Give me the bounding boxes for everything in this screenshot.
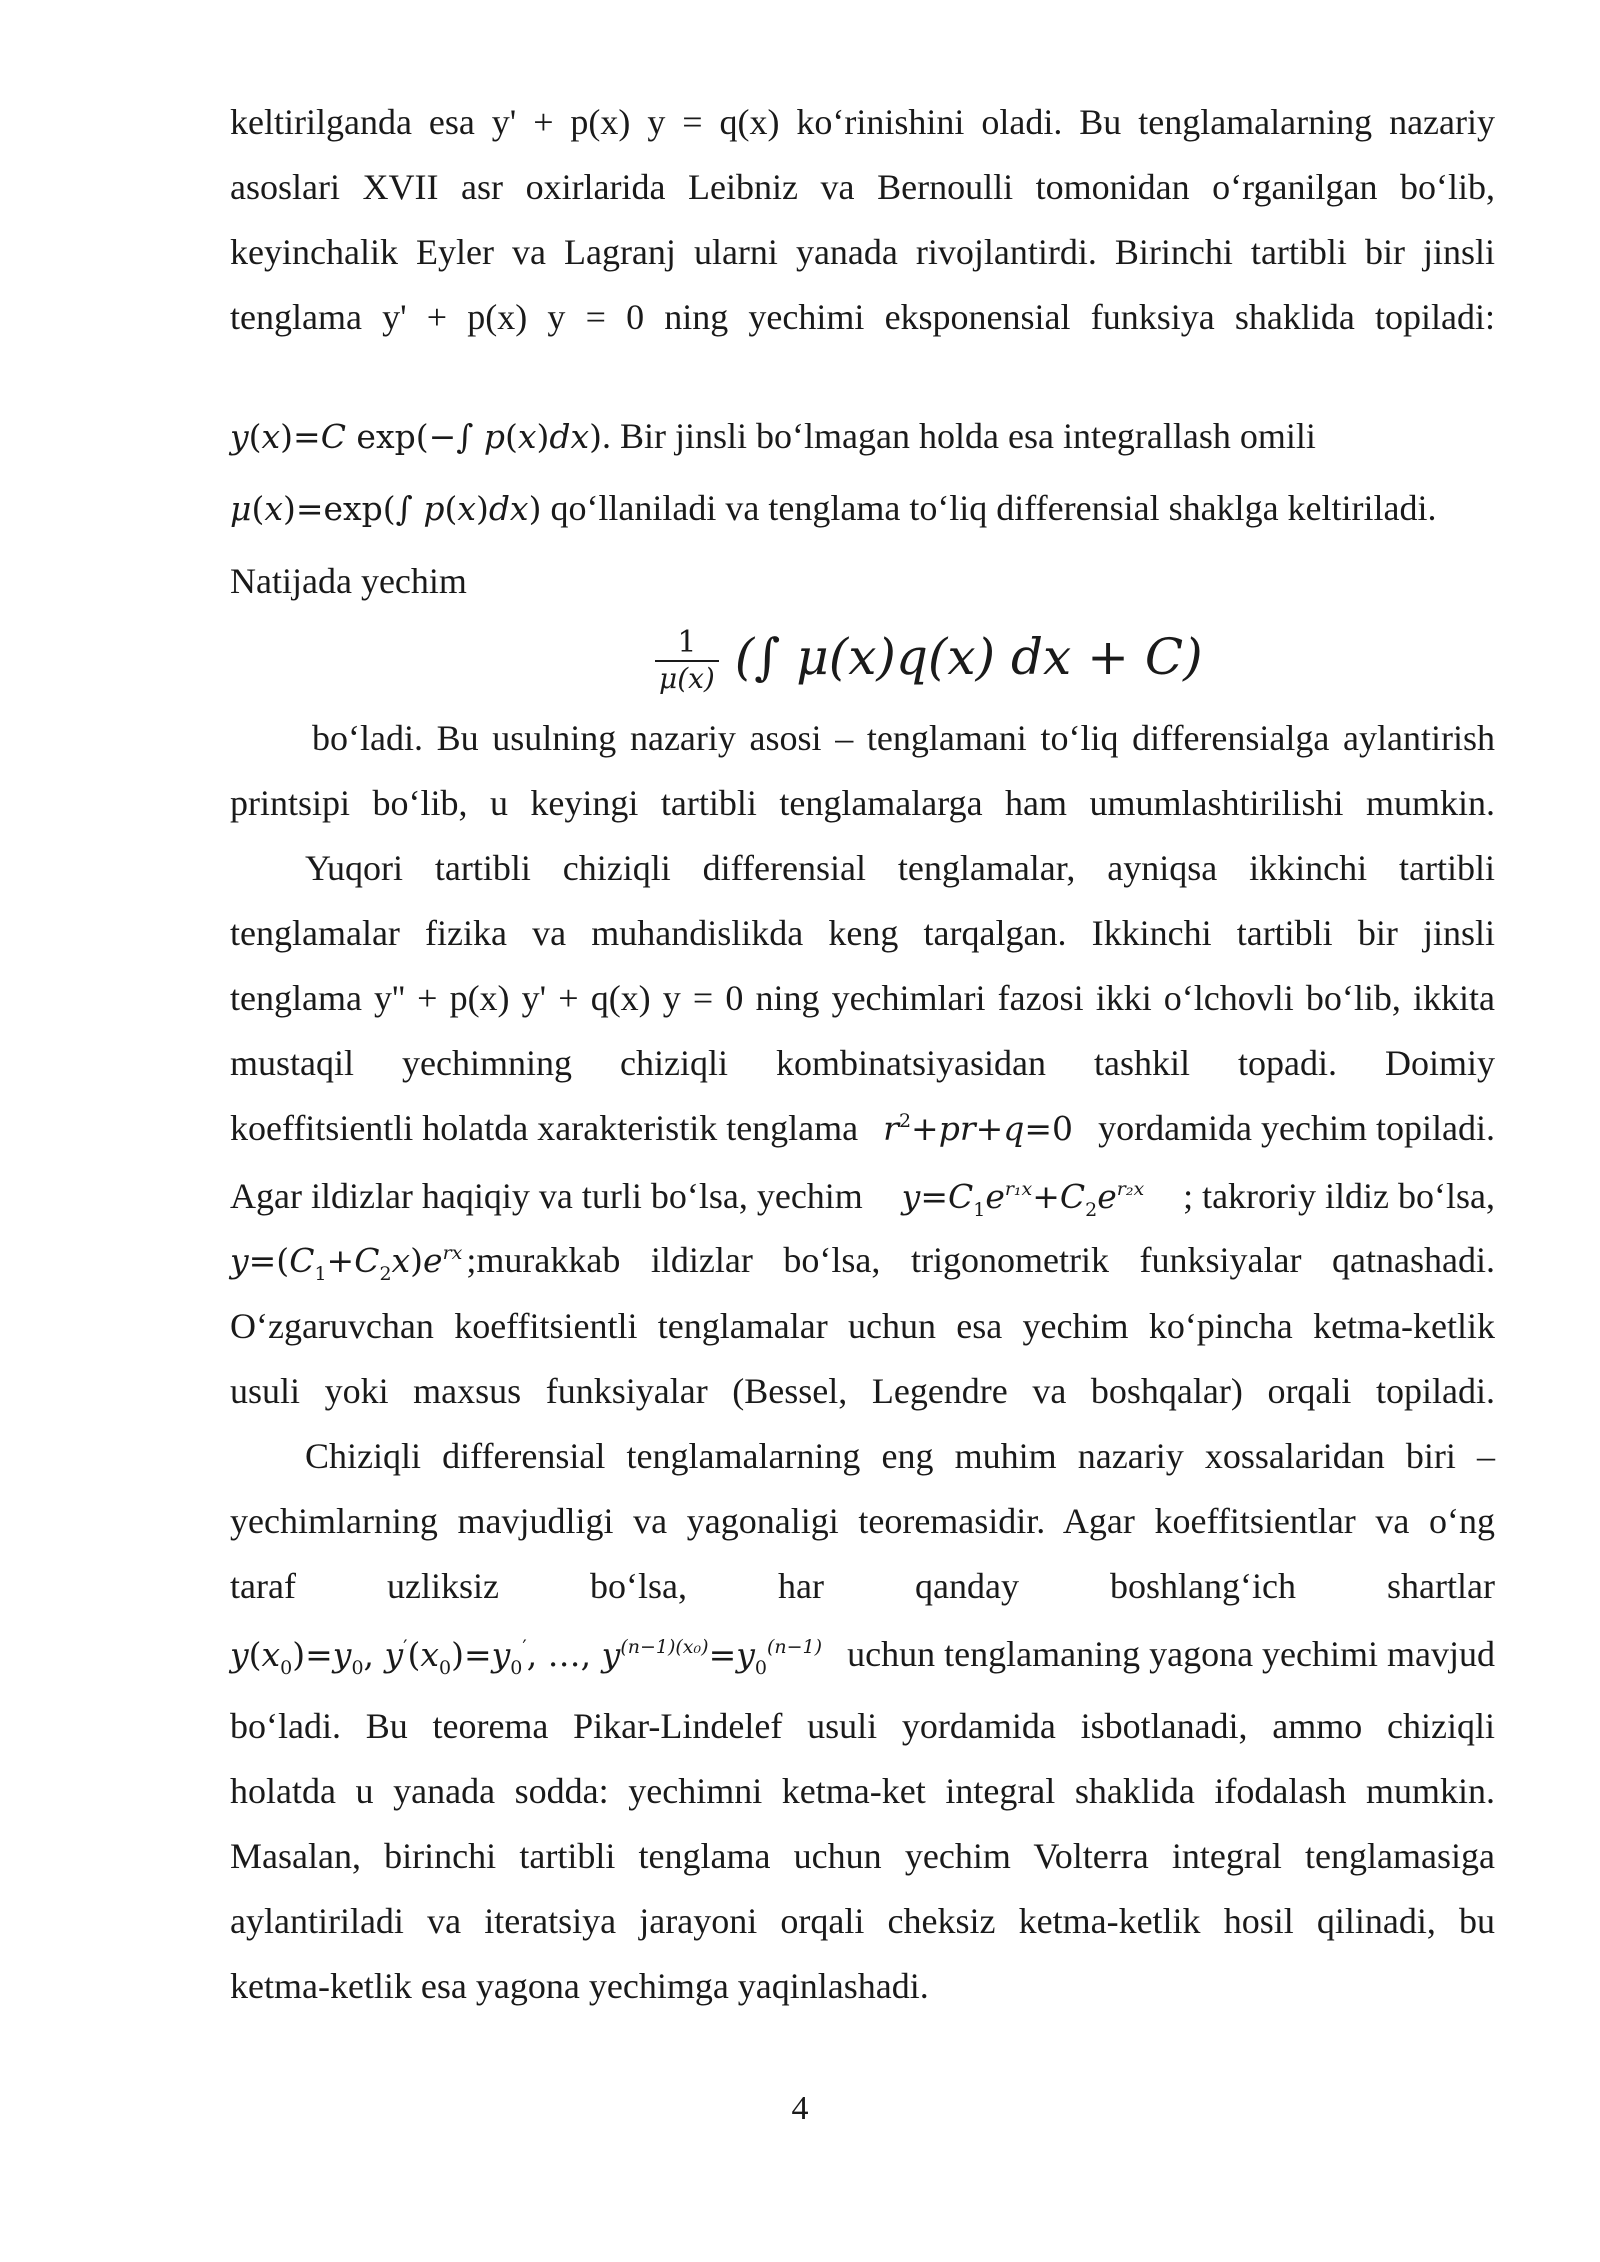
text-line: mustaqil yechimning chiziqli kombinatsiyasidan tashkil topadi. Doimiy — [230, 1043, 1495, 1083]
text-line: taraf uzliksiz bo‘lsa, har qanday boshlang‘ich shartlar — [230, 1566, 1495, 1606]
text-line: asoslari XVII asr oxirlarida Leibniz va Bernoulli tomonidan o‘rganilgan bo‘lib, — [230, 167, 1495, 207]
inline-formula-distinct-roots: $y=C_1e^{r_1x}+C_2e^{r_2x}$ — [901, 1177, 1145, 1222]
inline-formula-integrating-factor: μ(x)=exp(∫ p(x)dx) — [230, 489, 542, 528]
text-line: keltirilganda esa y' + p(x) y = q(x) ko‘rinishini oladi. Bu tenglamalarning nazariy — [230, 102, 1495, 142]
text-line: yechimlarning mavjudligi va yagonaligi teoremasidir. Agar koeffitsientlar va o‘ng — [230, 1501, 1495, 1541]
text-line: tenglamalar fizika va muhandislikda keng tarqalgan. Ikkinchi tartibli bir jinsli — [230, 913, 1495, 953]
text-line: holatda u yanada sodda: yechimni ketma-ket integral shaklida ifodalash mumkin. — [230, 1771, 1495, 1811]
text-line: koeffitsientli holatda xarakteristik tenglama $r^2+pr+q=0$ yordamida yechim topiladi. — [230, 1102, 1495, 1154]
inline-formula-general-solution: y(x)=C exp(−∫ p(x)dx). Bir jinsli bo‘lmagan holda esa integrallash omili — [230, 416, 1316, 456]
text-line: O‘zgaruvchan koeffitsientli tenglamalar uchun esa yechim ko‘pincha ketma-ketlik — [230, 1306, 1495, 1346]
fraction: $\frac{1}{\mu(x)}$ — [655, 626, 719, 696]
text-line: Chiziqli differensial tenglamalarning eng muhim nazariy xossalaridan biri – — [305, 1436, 1495, 1476]
text-line: $y(x_0)=y_0$, $y'(x_0)=y_0'$, …, $y^{(n-1)(x_0)}=y_0^{(n-1)}$ uchun tenglamaning yagona yechimi mavjud — [230, 1628, 1495, 1680]
text-line: ketma-ketlik esa yagona yechimga yaqinlashadi. — [230, 1966, 929, 2006]
display-formula-solution: $\frac{1}{\mu(x)}$ (∫ μ(x)q(x) dx + C) — [655, 612, 1203, 702]
text-line: usuli yoki maxsus funksiyalar (Bessel, Legendre va boshqalar) orqali topiladi. — [230, 1371, 1495, 1411]
text-line: Agar ildizlar haqiqiy va turli bo‘lsa, yechim $y=C_1e^{r_1x}+C_2e^{r_2x}$ ; takroriy ildiz bo‘lsa, — [230, 1170, 1495, 1222]
text-line: $y=(C_1+C_2x)e^{rx}$ ;murakkab ildizlar bo‘lsa, trigonometrik funksiyalar qatnashadi. — [230, 1234, 1495, 1286]
text-line: μ(x)=exp(∫ p(x)dx) qo‘llaniladi va tenglama to‘liq differensial shaklga keltiriladi. — [230, 488, 1437, 528]
text-line: tenglama y'' + p(x) y' + q(x) y = 0 ning yechimlari fazosi ikki o‘lchovli bo‘lib, ikkita — [230, 978, 1495, 1018]
text-line: keyinchalik Eyler va Lagranj ularni yanada rivojlantirdi. Birinchi tartibli bir jinsli — [230, 232, 1495, 272]
text-line: tenglama y' + p(x) y = 0 ning yechimi eksponensial funksiya shaklida topiladi: — [230, 297, 1495, 337]
text-line: printsipi bo‘lib, u keyingi tartibli tenglamalarga ham umumlashtirilishi mumkin. — [230, 783, 1495, 823]
inline-formula-characteristic: $r^2+pr+q=0$ — [883, 1109, 1074, 1148]
text-line: bo‘ladi. Bu teorema Pikar-Lindelef usuli yordamida isbotlanadi, ammo chiziqli — [230, 1706, 1495, 1746]
text-line: aylantiriladi va iteratsiya jarayoni orqali cheksiz ketma-ketlik hosil qilinadi, bu — [230, 1901, 1495, 1941]
text-line: Masalan, birinchi tartibli tenglama uchun yechim Volterra integral tenglamasiga — [230, 1836, 1495, 1876]
inline-formula-repeated-root: $y=(C_1+C_2x)e^{rx}$ — [230, 1241, 463, 1286]
page-number: 4 — [791, 2090, 809, 2127]
text-line: Natijada yechim — [230, 561, 467, 601]
text-line: Yuqori tartibli chiziqli differensial tenglamalar, ayniqsa ikkinchi tartibli — [305, 848, 1495, 888]
inline-formula-initial-conditions: $y(x_0)=y_0$, $y'(x_0)=y_0'$, …, $y^{(n-1)(x_0)}=y_0^{(n-1)}$ — [230, 1635, 823, 1680]
text-line: bo‘ladi. Bu usulning nazariy asosi – tenglamani to‘liq differensialga aylantirish — [312, 718, 1495, 758]
text-line — [230, 410, 1495, 462]
